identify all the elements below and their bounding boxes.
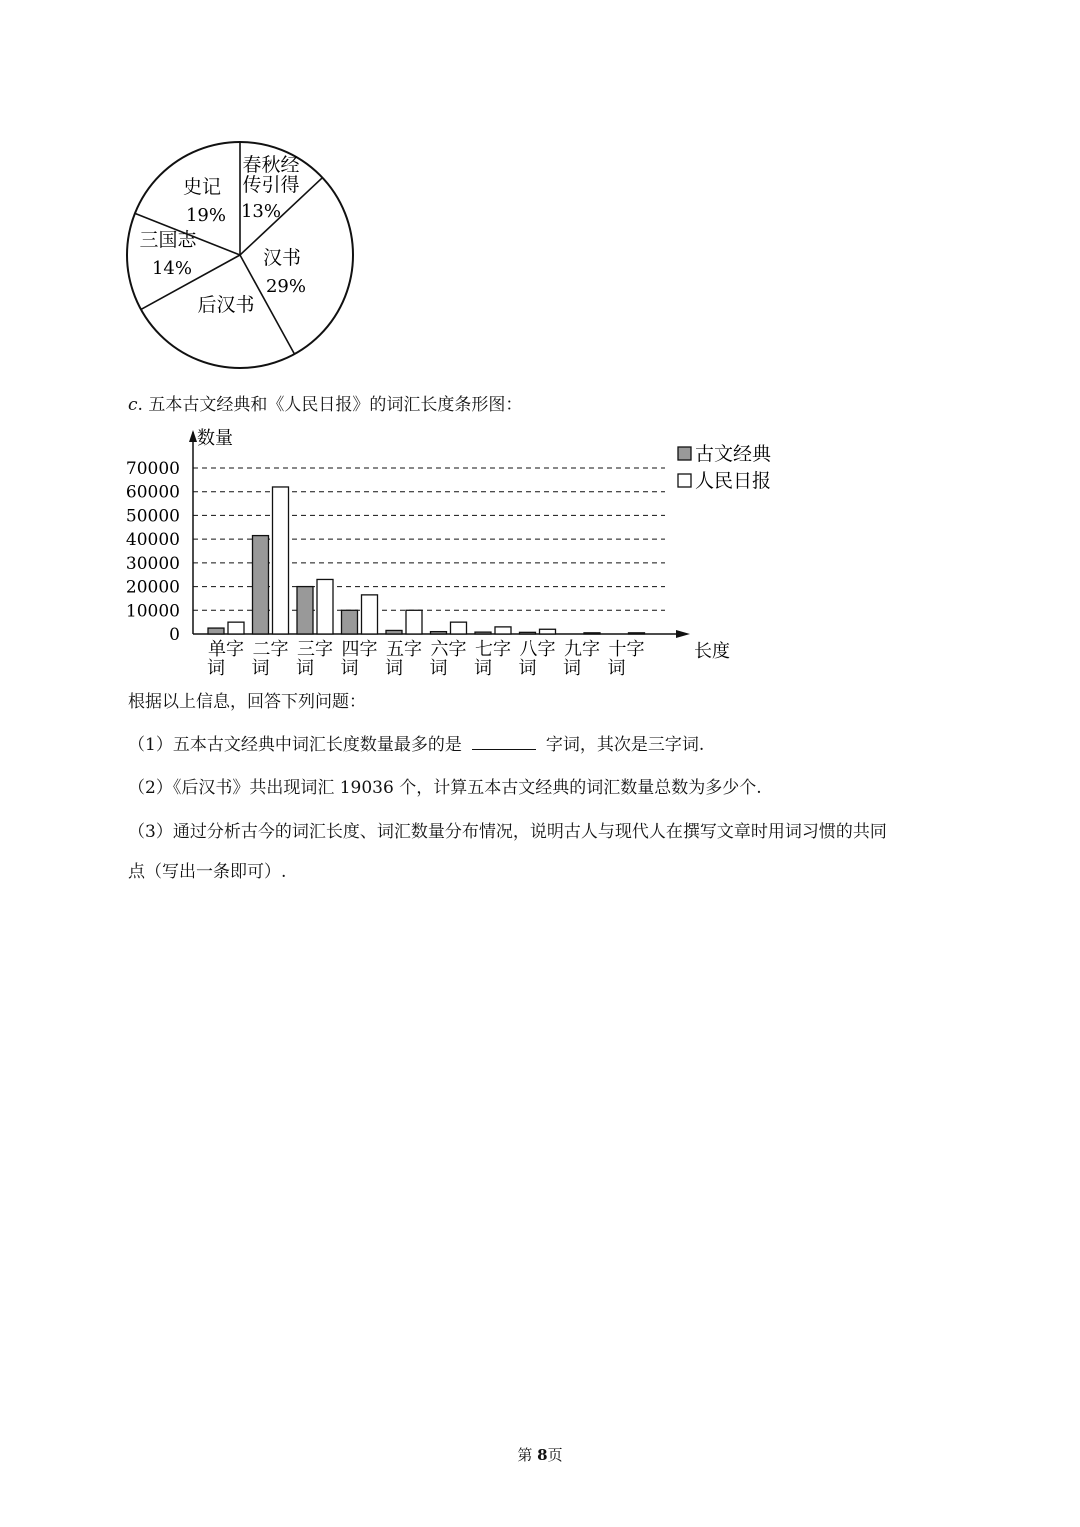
x-tick-label-line2: 词 — [563, 658, 581, 679]
y-tick-label: 20000 — [125, 577, 180, 598]
question-2: （2）《后汉书》共出现词汇 19036 个，计算五本古文经典的词汇数量总数为多少个. — [128, 778, 762, 798]
pie-label-line: 春秋经 — [242, 154, 300, 176]
bar-classics — [386, 630, 402, 634]
legend-swatch — [678, 474, 691, 487]
y-tick-label: 40000 — [125, 530, 180, 551]
x-tick-label: 五字 — [386, 639, 422, 660]
caption-text: . 五本古文经典和《人民日报》的词汇长度条形图： — [137, 395, 523, 415]
bar-renmin — [406, 610, 422, 634]
bar-classics — [520, 632, 536, 634]
x-axis-title: 长度 — [694, 641, 730, 662]
pie-label-line: 传引得 — [242, 174, 300, 196]
pie-percent-label: 13% — [240, 201, 282, 222]
x-tick-label: 八字 — [519, 639, 556, 660]
x-tick-label-line2: 词 — [474, 658, 492, 679]
bar-renmin — [629, 633, 645, 634]
pie-label: 后汉书 — [197, 294, 255, 316]
x-tick-label-line2: 词 — [296, 658, 314, 679]
x-tick-label-line2: 词 — [607, 658, 626, 679]
x-tick-label: 三字 — [297, 639, 333, 660]
x-tick-label: 七字 — [475, 639, 511, 660]
y-axis-arrow — [189, 430, 197, 442]
y-tick-label: 60000 — [125, 482, 180, 503]
x-tick-label-line2: 词 — [385, 658, 403, 679]
bar-chart-svg — [110, 420, 810, 690]
caption-prefix: c — [128, 395, 138, 415]
bar-renmin — [228, 622, 244, 634]
bar-classics — [253, 536, 269, 634]
bar-classics — [342, 610, 358, 634]
x-tick-label: 十字 — [608, 639, 645, 660]
x-tick-label: 二字 — [252, 639, 289, 660]
question-1 — [128, 733, 704, 757]
pie-label: 汉书 — [262, 247, 302, 269]
legend-label: 古文经典 — [695, 443, 772, 465]
y-tick-label: 0 — [169, 625, 180, 645]
question-3-line-1: （3）通过分析古今的词汇长度、词汇数量分布情况，说明古人与现代人在撰写文章时用词习惯的共同 — [128, 822, 887, 842]
bar-renmin — [273, 487, 289, 634]
pie-chart-svg — [120, 135, 360, 375]
x-tick-label: 单字 — [208, 639, 244, 660]
page-number-suffix: 页 — [547, 1446, 563, 1464]
pie-percent-label: 14% — [151, 258, 193, 279]
y-tick-label: 70000 — [125, 459, 180, 479]
bar-classics — [475, 632, 491, 634]
y-tick-label: 30000 — [125, 553, 180, 574]
x-tick-label-line2: 词 — [207, 658, 225, 679]
question-3-line-2: 点（写出一条即可）. — [128, 862, 287, 882]
pie-slice-label — [197, 294, 254, 316]
intro-text: 根据以上信息，回答下列问题： — [128, 692, 366, 712]
page-number-prefix: 第 — [517, 1446, 538, 1464]
bar-chart — [110, 420, 810, 690]
legend-label: 人民日报 — [695, 470, 772, 492]
bar-classics — [208, 628, 224, 634]
page-number — [0, 1444, 1080, 1465]
x-tick-label-line2: 词 — [518, 658, 537, 679]
bar-renmin — [451, 622, 467, 634]
x-tick-label-line2: 词 — [429, 658, 448, 679]
x-axis-arrow — [676, 630, 690, 638]
pie-percent-label: 29% — [265, 276, 307, 297]
y-tick-label: 50000 — [125, 506, 180, 527]
answer-blank[interactable] — [472, 733, 536, 750]
page-number-value: 8 — [537, 1446, 548, 1464]
pie-label: 三国志 — [139, 229, 197, 251]
legend — [678, 443, 772, 492]
y-axis-title: 数量 — [197, 428, 233, 449]
question-1-part-b: 字词，其次是三字词. — [545, 735, 705, 755]
x-tick-label-line2: 词 — [251, 658, 270, 679]
bar-classics — [431, 632, 447, 634]
pie-label: 史记 — [182, 176, 222, 198]
pie-percent-label: 19% — [185, 205, 227, 226]
bar-renmin — [495, 627, 511, 634]
pie-chart — [120, 135, 360, 375]
x-tick-label: 四字 — [341, 639, 378, 660]
bar-renmin — [317, 579, 333, 634]
x-tick-label: 六字 — [430, 639, 467, 660]
bar-renmin — [540, 629, 556, 634]
y-tick-label: 10000 — [125, 601, 180, 622]
bar-renmin — [362, 595, 378, 634]
x-tick-label: 九字 — [564, 639, 600, 660]
bar-chart-caption — [128, 393, 522, 417]
x-tick-label-line2: 词 — [340, 658, 359, 679]
question-1-part-a: （1）五本古文经典中词汇长度数量最多的是 — [128, 735, 462, 755]
legend-swatch — [678, 447, 691, 460]
bar-renmin — [584, 633, 600, 634]
bar-classics — [297, 587, 313, 634]
